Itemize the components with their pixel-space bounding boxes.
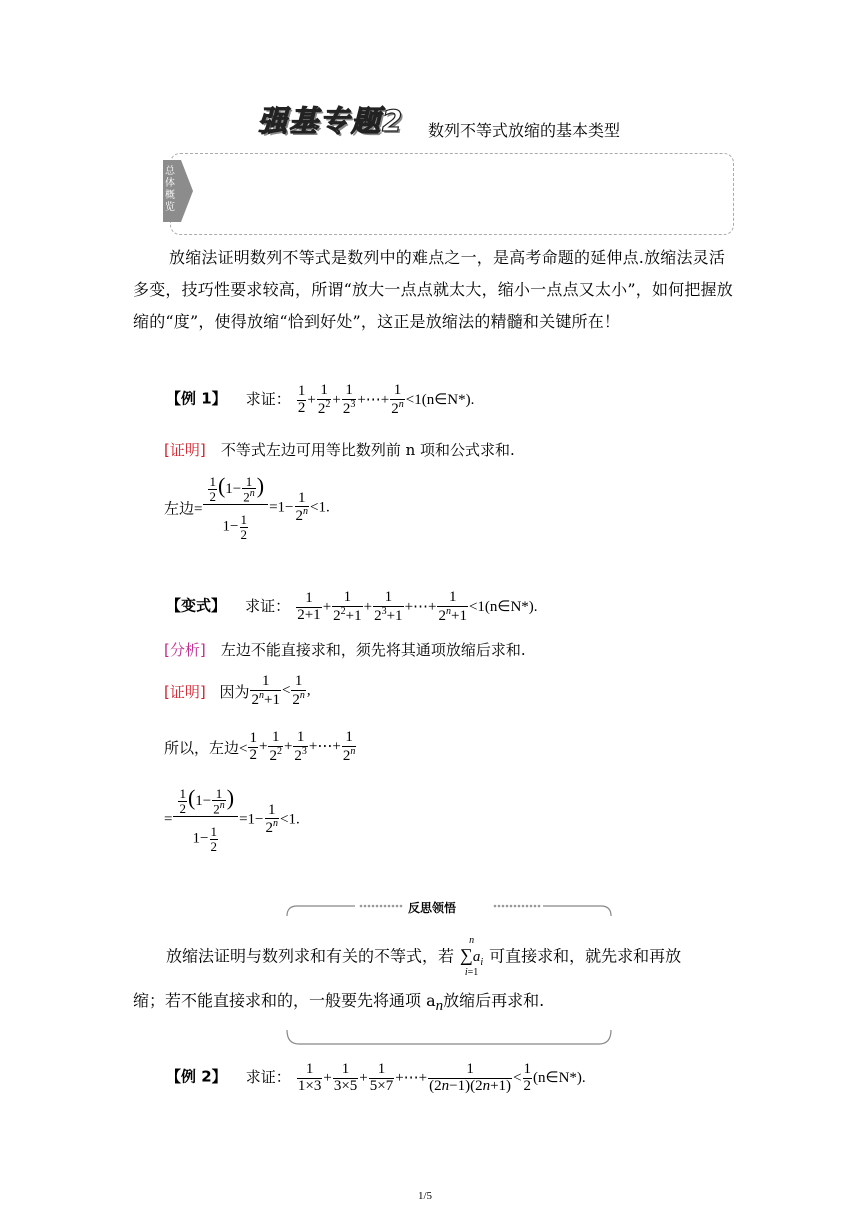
example2-statement: [166, 1062, 586, 1095]
page-number: 1/5: [418, 1190, 433, 1202]
example1-proof: [164, 439, 515, 460]
example1-prompt: 求证：: [245, 389, 291, 408]
analysis-label: [分析]: [164, 641, 206, 659]
variant-statement: [166, 590, 538, 625]
example1-derivation: 左边= $\frac{1}{2}$ (1− $\frac{1}{2^n}$ ) 1− $\frac{1}{2}$ =1− $\frac{1}{2^n}$ <1.: [164, 473, 330, 542]
example2-formula: $\frac{1}{1\times 3}$ + $\frac{1}{3\times 5}$ + $\frac{1}{5\times 7}$ +⋯+ $\frac{1}{(2n-1)(2n+1)}$ < $\frac{1}{2}$ (n∈N*).: [297, 1061, 586, 1094]
overview-box: [170, 153, 734, 235]
variant-prompt: 求证：: [245, 596, 291, 615]
proof-text: 不等式左边可用等比数列前 n 项和公式求和.: [220, 441, 515, 459]
example1-label: 【例 1】: [166, 389, 227, 408]
analysis-text: 左边不能直接求和，须先将其通项放缩后求和.: [220, 641, 526, 659]
example2-prompt: 求证：: [245, 1067, 291, 1086]
example2-label: 【例 2】: [166, 1067, 227, 1086]
reflection-line1: 放缩法证明与数列求和有关的不等式，若 n $\sum a_i$ i=1 可直接求和，就先求和再放: [166, 935, 682, 978]
variant-proof: [证明] 因为 $\frac{1}{2^n+1}$ < $\frac{1}{2^n}$ ,: [164, 673, 311, 708]
intro-paragraph: 放缩法证明数列不等式是数列中的难点之一，是高考命题的延伸点.放缩法灵活多变，技巧性要求较高，所谓“放大一点点就太大，缩小一点点又太小”，如何把握放缩的“度”，使得放缩“恰到好处”，这正是放缩法的精髓和关键所在！: [133, 248, 733, 331]
example1-statement: [166, 383, 474, 418]
reflection-title: 反思领悟: [408, 901, 457, 915]
variant-derivation: = $\frac{1}{2}$ (1− $\frac{1}{2^n}$ ) 1− $\frac{1}{2}$ =1− $\frac{1}{2^n}$ <1.: [164, 785, 300, 854]
page-title: 数列不等式放缩的基本类型: [428, 121, 621, 140]
variant-label: 【变式】: [166, 596, 227, 615]
topic-badge: 强基专题2: [258, 104, 405, 138]
variant-analysis: [164, 639, 526, 660]
variant-formula: $\frac{1}{2+1}$ + $\frac{1}{2^2+1}$ + $\frac{1}{2^3+1}$ +⋯+ $\frac{1}{2^n+1}$ <1(n∈N*).: [297, 589, 538, 624]
reflection-line2: 缩；若不能直接求和的，一般要先将通项 $a_n$放缩后再求和.: [133, 991, 545, 1015]
proof-label: [证明]: [164, 441, 206, 459]
variant-bound: 所以，左边< $\frac{1}{2}$ + $\frac{1}{2^2}$ + $\frac{1}{2^3}$ +⋯+ $\frac{1}{2^n}$: [164, 729, 356, 764]
example1-formula: $\frac{1}{2}$ + $\frac{1}{2^2}$ + $\frac{1}{2^3}$ +⋯+ $\frac{1}{2^n}$ <1(n∈N*).: [297, 382, 475, 417]
overview-tab-label: 总体概览: [165, 166, 175, 213]
